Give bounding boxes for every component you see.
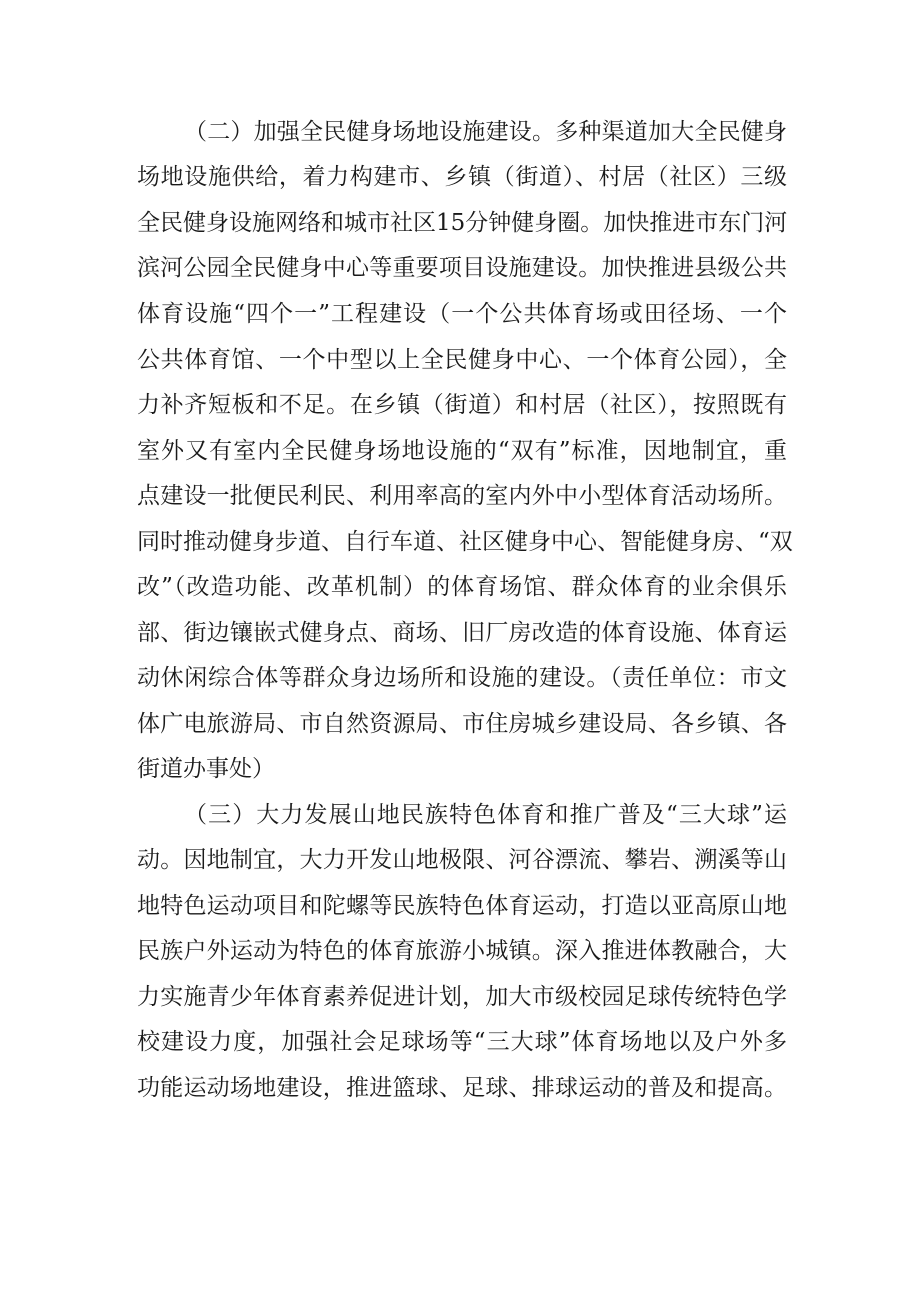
paragraph-line: 滨河公园全民健身中心等重要项目设施建设。加快推进县级公共 (137, 255, 787, 281)
paragraph-line: 民族户外运动为特色的体育旅游小城镇。深入推进体教融合，大 (137, 938, 787, 964)
paragraph-line: （二）加强全民健身场地设施建设。多种渠道加大全民健身 (184, 119, 787, 145)
paragraph-line: 场地设施供给，着力构建市、乡镇（街道）、村居（社区）三级 (137, 164, 787, 190)
paragraph-line: 公共体育馆、一个中型以上全民健身中心、一个体育公园），全 (137, 347, 787, 373)
paragraph-line: （三）大力发展山地民族特色体育和推广普及“三大球”运 (184, 802, 787, 828)
paragraph-line: 功能运动场地建设，推进篮球、足球、排球运动的普及和提高。 (137, 1075, 787, 1101)
paragraph-line: 部、街边镶嵌式健身点、商场、旧厂房改造的体育设施、体育运 (137, 620, 787, 646)
paragraph-line: 动。因地制宜，大力开发山地极限、河谷漂流、攀岩、溯溪等山 (137, 847, 787, 873)
paragraph-line: 地特色运动项目和陀螺等民族特色体育运动，打造以亚高原山地 (137, 893, 787, 919)
paragraph-line: 力实施青少年体育素养促进计划，加大市级校园足球传统特色学 (137, 984, 787, 1010)
paragraph-line: 改”（改造功能、改革机制）的体育场馆、群众体育的业余俱乐 (137, 574, 787, 600)
paragraph-line: 全民健身设施网络和城市社区15分钟健身圈。加快推进市东门河 (137, 210, 788, 236)
paragraph-line: 动休闲综合体等群众身边场所和设施的建设。（责任单位：市文 (137, 665, 787, 691)
paragraph-line: 校建设力度，加强社会足球场等“三大球”体育场地以及户外多 (137, 1029, 787, 1055)
paragraph-line: 力补齐短板和不足。在乡镇（街道）和村居（社区），按照既有 (137, 392, 787, 418)
paragraph-line: 室外又有室内全民健身场地设施的“双有”标准，因地制宜，重 (137, 438, 787, 464)
paragraph-line: 街道办事处） (137, 756, 275, 782)
paragraph-line: 点建设一批便民利民、利用率高的室内外中小型体育活动场所。 (137, 483, 787, 509)
paragraph-line: 体育设施“四个一”工程建设（一个公共体育场或田径场、一个 (137, 301, 787, 327)
paragraph-line: 体广电旅游局、市自然资源局、市住房城乡建设局、各乡镇、各 (137, 711, 787, 737)
paragraph-line: 同时推动健身步道、自行车道、社区健身中心、智能健身房、“双 (137, 529, 793, 555)
